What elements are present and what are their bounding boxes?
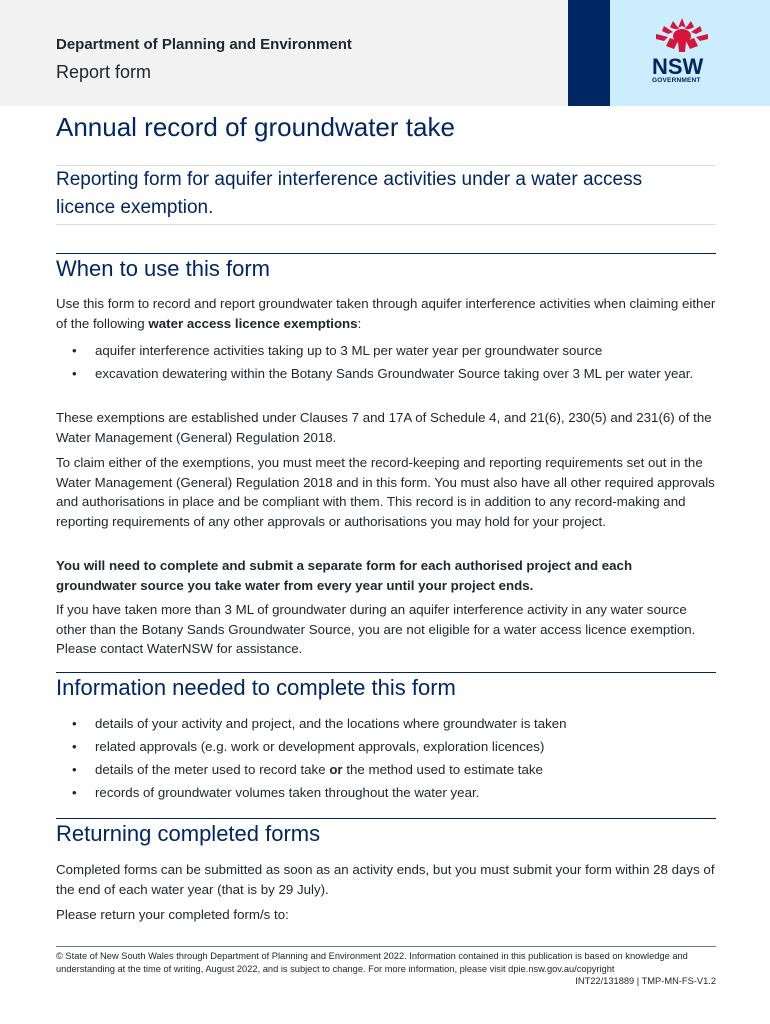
page-footer: [56, 950, 716, 986]
bullet-text: details of the meter used to record take: [95, 762, 330, 777]
list-item: • aquifer interference activities taking up to 3 ML per water year per groundwater source: [56, 341, 716, 361]
page-title: Annual record of groundwater take: [56, 112, 455, 142]
when-intro: [56, 294, 716, 333]
section-rule: [56, 818, 716, 819]
list-item: • details of your activity and project, and the locations where groundwater is taken: [56, 714, 716, 734]
exemptions-paragraph: These exemptions are established under Clauses 7 and 17A of Schedule 4, and 21(6), 230(5) and 231(6) of the Water Management (General) Regulation 2018.: [56, 410, 712, 445]
bullet-text: the method used to estimate take: [342, 762, 543, 777]
department-name: Department of Planning and Environment: [56, 36, 352, 53]
waratah-icon: [652, 16, 712, 54]
section-rule: [56, 672, 716, 673]
bullet-bold-or: or: [329, 762, 343, 777]
nsw-government-logo: [610, 0, 770, 106]
document-code: INT22/131889 | TMP-MN-FS-V1.2: [575, 976, 716, 986]
government-logo-text: GOVERNMENT: [652, 77, 701, 84]
intro-bold-term: water access licence exemptions: [148, 315, 358, 331]
returning-paragraph: Completed forms can be submitted as soon as an activity ends, but you must submit your form within 28 days of the end of each water year (that is by 29 July).: [56, 862, 715, 897]
separate-form-notice: You will need to complete and submit a separate form for each authorised project and each groundwater source you take water from every year until your project ends.: [56, 558, 633, 593]
nsw-logo-text: NSW: [652, 54, 704, 79]
heading-when-to-use: When to use this form: [56, 256, 270, 281]
section-rule: [56, 253, 716, 254]
requirements-paragraph: To claim either of the exemptions, you must meet the record-keeping and reporting requirements set out in the Water Management (General) Regulation 2018 and in this form. You must also have all other required approvals and authorisations in place and be compliant with them. This record is in addition to any record-making and reporting requirements of any other approvals or authorisations you may hold for your project.: [56, 455, 715, 529]
return-to-text: Please return your completed form/s to:: [56, 907, 289, 922]
report-type: Report form: [56, 62, 152, 82]
heading-information-needed: Information needed to complete this form: [56, 675, 456, 700]
list-item: • related approvals (e.g. work or development approvals, exploration licences): [56, 737, 716, 757]
list-item: • records of groundwater volumes taken throughout the water year.: [56, 783, 716, 803]
exemption-list: [56, 341, 716, 383]
eligibility-paragraph: If you have taken more than 3 ML of groundwater during an aquifer interference activity in any water source other than the Botany Sands Groundwater Source, you are not eligible for a water access licence exemption. Please contact WaterNSW for assistance.: [56, 602, 696, 656]
list-item: • excavation dewatering within the Botany Sands Groundwater Source taking over 3 ML per water year.: [56, 364, 716, 384]
divider: [56, 224, 716, 225]
intro-text: Use this form to record and report groundwater taken through aquifer interference activities when claiming either of the following: [56, 296, 716, 331]
heading-returning-forms: Returning completed forms: [56, 821, 321, 846]
intro-end: :: [357, 315, 362, 331]
list-item: [56, 760, 716, 780]
information-list: [56, 714, 716, 803]
copyright-notice: © State of New South Wales through Department of Planning and Environment 2022. Information contained in this publication is based on knowledge and understanding at the time of writing, August 2022, and is subject to change. For more information, please visit dpie.nsw.gov.au/copyright: [56, 951, 688, 974]
navy-band: [568, 0, 610, 106]
page-subtitle: Reporting form for aquifer interference activities under a water access licence exemption.: [56, 169, 643, 218]
footer-divider: [56, 946, 716, 947]
